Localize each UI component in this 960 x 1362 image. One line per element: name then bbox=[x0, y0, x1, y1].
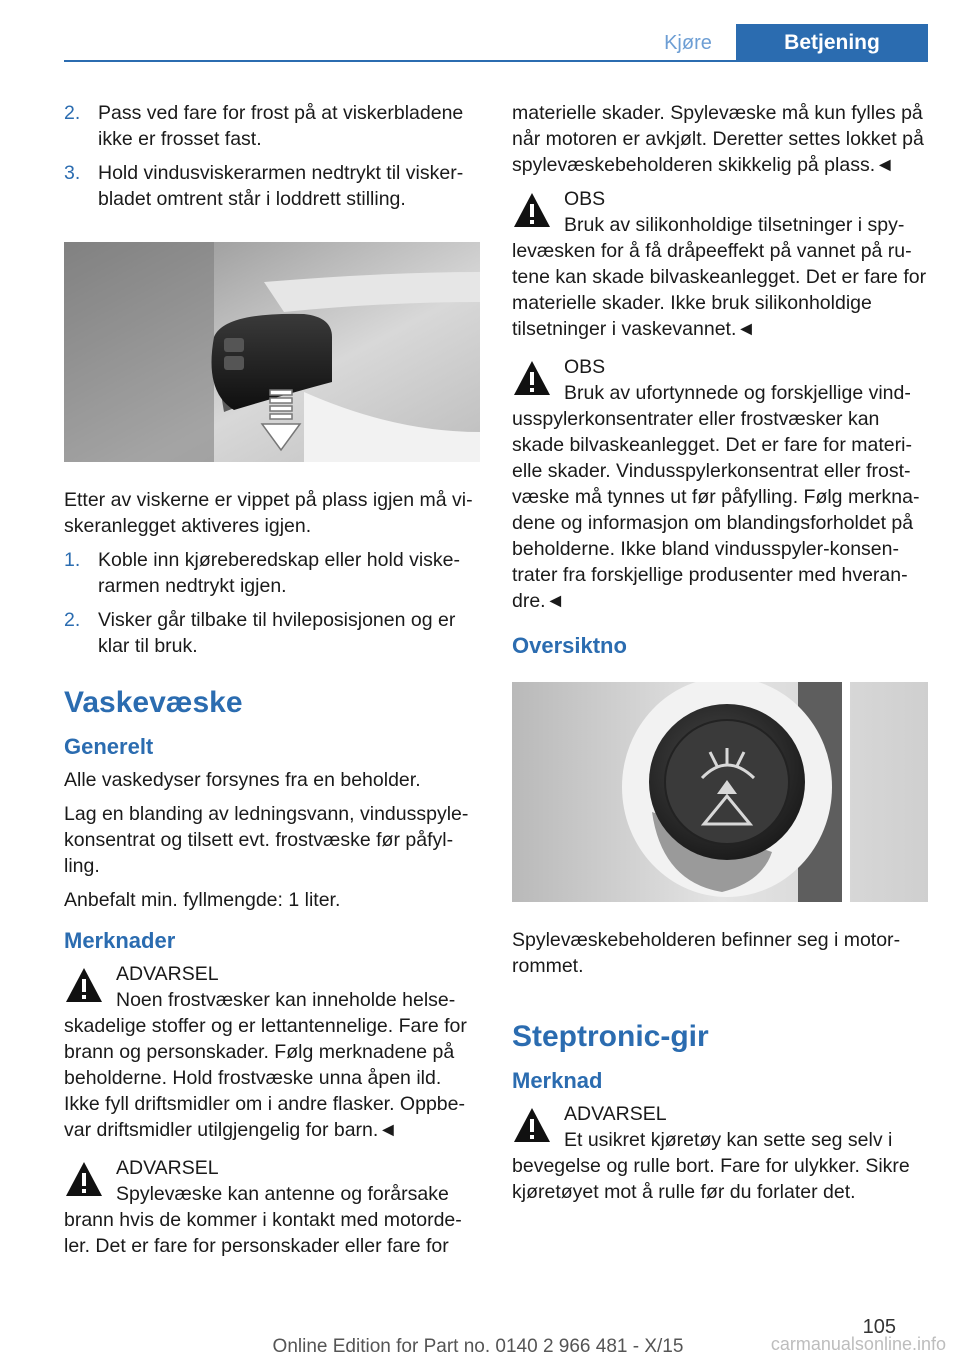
washer-fluid-cap-figure bbox=[512, 682, 928, 902]
warning-text bbox=[64, 987, 480, 1143]
list-item bbox=[64, 100, 480, 152]
list-number: 1. bbox=[64, 549, 81, 571]
header-tab-betjening[interactable]: Betjening bbox=[736, 24, 928, 62]
caution-title: OBS bbox=[564, 356, 606, 378]
page-header bbox=[0, 0, 960, 62]
caution-title: OBS bbox=[564, 188, 606, 210]
subheading-merknad: Merknad bbox=[512, 1068, 603, 1093]
wiper-arm-figure bbox=[64, 242, 480, 462]
list-text: Koble inn kjøreberedskap eller hold viskerarmen nedtrykt igjen. bbox=[98, 549, 461, 597]
watermark: carmanualsonline.info bbox=[770, 1334, 946, 1354]
paragraph: materielle skader. Spylevæske må kun fylles på når motoren er avkjølt. Deretter settes lokket på spylevæskebeholderen skikkelig på plass.◄ bbox=[512, 102, 924, 176]
figure-caption: Spylevæskebeholderen befinner seg i motorrommet. bbox=[512, 929, 901, 977]
header-tab-kjore[interactable]: Kjøre bbox=[664, 31, 712, 54]
page-number: 105 bbox=[862, 1316, 896, 1338]
warning-block bbox=[64, 961, 480, 1143]
warning-text bbox=[64, 1181, 480, 1259]
caution-body: Bruk av ufortynnede og forskjellige vindusspylerkonsentrater eller frostvæsker kan skade bilvaskeanlegget. Det er fare for materielle skader. Vindusspylerkonsentrat eller frostvæske må tynnes ut før påfylling. Følg merknadene og informasjon om blandingsforholdet på beholderne. Ikke bland vindusspyler-konsentrater fra forskjellige produsenter med hverandre.◄ bbox=[512, 382, 920, 612]
list-item bbox=[64, 607, 480, 659]
warning-body: Noen frostvæsker kan inneholde helseskadelige stoffer og er lettantennelige. Fare for brann og personskader. Følg merknadene på beholderne. Hold frostvæske unna åpen ild. Ikke fyll driftsmidler om i andre flasker. Oppbevar driftsmidler utilgjengelig for barn.◄ bbox=[64, 989, 467, 1141]
section-heading-vaskevaeske: Vaskevæske bbox=[64, 686, 243, 719]
list-item bbox=[64, 160, 480, 212]
list-text: Visker går tilbake til hvileposisjonen og er klar til bruk. bbox=[98, 609, 456, 657]
caution-text bbox=[512, 212, 928, 342]
paragraph: Lag en blanding av ledningsvann, vindusspylekonsentrat og tilsett evt. frostvæske før påfylling. bbox=[64, 803, 469, 877]
subheading-oversikt: Oversiktno bbox=[512, 633, 627, 658]
edition-footer: Online Edition for Part no. 0140 2 966 481 - X/15 bbox=[272, 1336, 684, 1357]
paragraph: Etter av viskerne er vippet på plass igjen må viskeranlegget aktiveres igjen. bbox=[64, 489, 473, 537]
warning-triangle-icon bbox=[512, 1105, 552, 1145]
subheading-generelt: Generelt bbox=[64, 734, 154, 759]
warning-text bbox=[512, 1127, 928, 1205]
warning-block bbox=[512, 1101, 928, 1205]
list-number: 3. bbox=[64, 162, 81, 184]
header-rule bbox=[64, 60, 928, 62]
warning-body: Et usikret kjøretøy kan sette seg selv i bevegelse og rulle bort. Fare for ulykker. Sikre kjøretøyet mot å rulle før du forlater det. bbox=[512, 1129, 910, 1203]
warning-triangle-icon bbox=[64, 965, 104, 1005]
list-item bbox=[64, 547, 480, 599]
caution-text bbox=[512, 380, 928, 614]
warning-triangle-icon bbox=[512, 190, 552, 230]
right-column bbox=[512, 100, 928, 1217]
warning-block bbox=[64, 1155, 480, 1259]
warning-triangle-icon bbox=[512, 358, 552, 398]
subheading-merknader: Merknader bbox=[64, 928, 176, 953]
left-column bbox=[64, 100, 480, 1271]
caution-block bbox=[512, 354, 928, 614]
warning-title: ADVARSEL bbox=[116, 963, 219, 985]
list-text: Pass ved fare for frost på at viskerbladene ikke er frosset fast. bbox=[98, 102, 464, 150]
list-number: 2. bbox=[64, 102, 81, 124]
paragraph: Anbefalt min. fyllmengde: 1 liter. bbox=[64, 889, 341, 911]
caution-block bbox=[512, 186, 928, 342]
section-heading-steptronic: Steptronic-gir bbox=[512, 1020, 709, 1053]
paragraph: Alle vaskedyser forsynes fra en beholder. bbox=[64, 769, 421, 791]
warning-title: ADVARSEL bbox=[116, 1157, 219, 1179]
caution-body: Bruk av silikonholdige tilsetninger i spylevæsken for å få dråpeeffekt på vannet på rutene kan skade bilvaskeanlegget. Det er fare for materielle skader. Ikke bruk silikonholdige tilsetninger i vaskevannet.◄ bbox=[512, 214, 927, 340]
warning-body: Spylevæske kan antenne og forårsake brann hvis de kommer i kontakt med motordeler. Det er fare for personskader eller fare for bbox=[64, 1183, 462, 1257]
list-number: 2. bbox=[64, 609, 81, 631]
warning-title: ADVARSEL bbox=[564, 1103, 667, 1125]
list-text: Hold vindusviskerarmen nedtrykt til viskerbladet omtrent står i loddrett stilling. bbox=[98, 162, 464, 210]
warning-triangle-icon bbox=[64, 1159, 104, 1199]
